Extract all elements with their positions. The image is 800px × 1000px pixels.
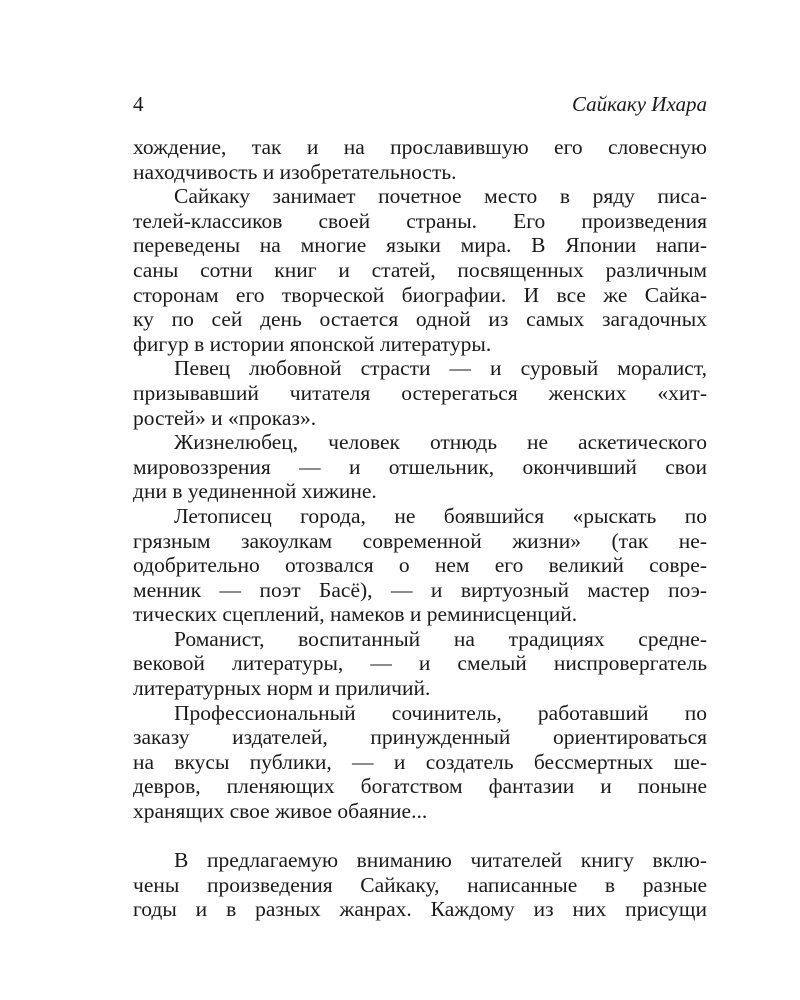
text-line: грязным закоулкам современной жизни» (так не-	[133, 528, 707, 553]
text-line: дни в уединенной хижине.	[133, 479, 377, 504]
text-line: вековой литературы, — и смелый ниспровергатель	[133, 651, 707, 676]
text-line: В предлагаемую вниманию читателей книгу вклю-	[174, 848, 707, 873]
text-line: Жизнелюбец, человек отнюдь не аскетического	[174, 430, 707, 455]
text-line: находчивость и изобретательность.	[133, 159, 457, 184]
text-line: хранящих свое живое обаяние...	[133, 799, 428, 824]
text-line: сторонам его творческой биографии. И все же Сайка-	[133, 282, 707, 307]
body-text	[133, 135, 707, 922]
text-line: Летописец города, не боявшийся «рыскать по	[174, 503, 707, 528]
text-line: Профессиональный сочинитель, работавший по	[174, 700, 707, 725]
running-title: Сайкаку Ихара	[571, 92, 707, 116]
text-line: саны сотни книг и статей, посвященных различным	[133, 257, 707, 282]
text-line: переведены на многие языки мира. В Японии напи-	[133, 233, 707, 258]
text-line: ростей» и «проказ».	[133, 405, 317, 430]
text-line: телей-классиков своей страны. Его произведения	[133, 208, 707, 233]
text-line: ку по сей день остается одной из самых загадочных	[133, 307, 707, 332]
text-line: Певец любовной страсти — и суровый моралист,	[174, 356, 707, 381]
text-line: Сайкаку занимает почетное место в ряду писа-	[174, 184, 707, 209]
text-line: одобрительно отозвался о нем его великий совре-	[133, 553, 707, 578]
running-head	[133, 92, 707, 116]
text-line: годы и в разных жанрах. Каждому из них присущи	[133, 897, 707, 922]
text-line: заказу издателей, принужденный ориентироваться	[133, 725, 707, 750]
text-line: фигур в истории японской литературы.	[133, 331, 492, 356]
text-line: тических сцеплений, намеков и реминисценций.	[133, 602, 578, 627]
text-line: мировоззрения — и отшельник, окончивший свои	[133, 454, 707, 479]
text-line: чены произведения Сайкаку, написанные в разные	[133, 872, 707, 897]
page-number: 4	[133, 92, 144, 116]
paragraph-gap	[133, 824, 707, 849]
text-line: девров, пленяющих богатством фантазии и поныне	[133, 774, 707, 799]
text-line: призывавший читателя остерегаться женских «хит-	[133, 380, 707, 405]
text-line: на вкусы публики, — и создатель бессмертных ше-	[133, 749, 707, 774]
text-line: литературных норм и приличий.	[133, 676, 431, 701]
text-line: менник — поэт Басё), — и виртуозный мастер поэ-	[133, 577, 707, 602]
text-line: Романист, воспитанный на традициях средне-	[174, 626, 707, 651]
text-line: хождение, так и на прославившую его словесную	[133, 135, 707, 159]
